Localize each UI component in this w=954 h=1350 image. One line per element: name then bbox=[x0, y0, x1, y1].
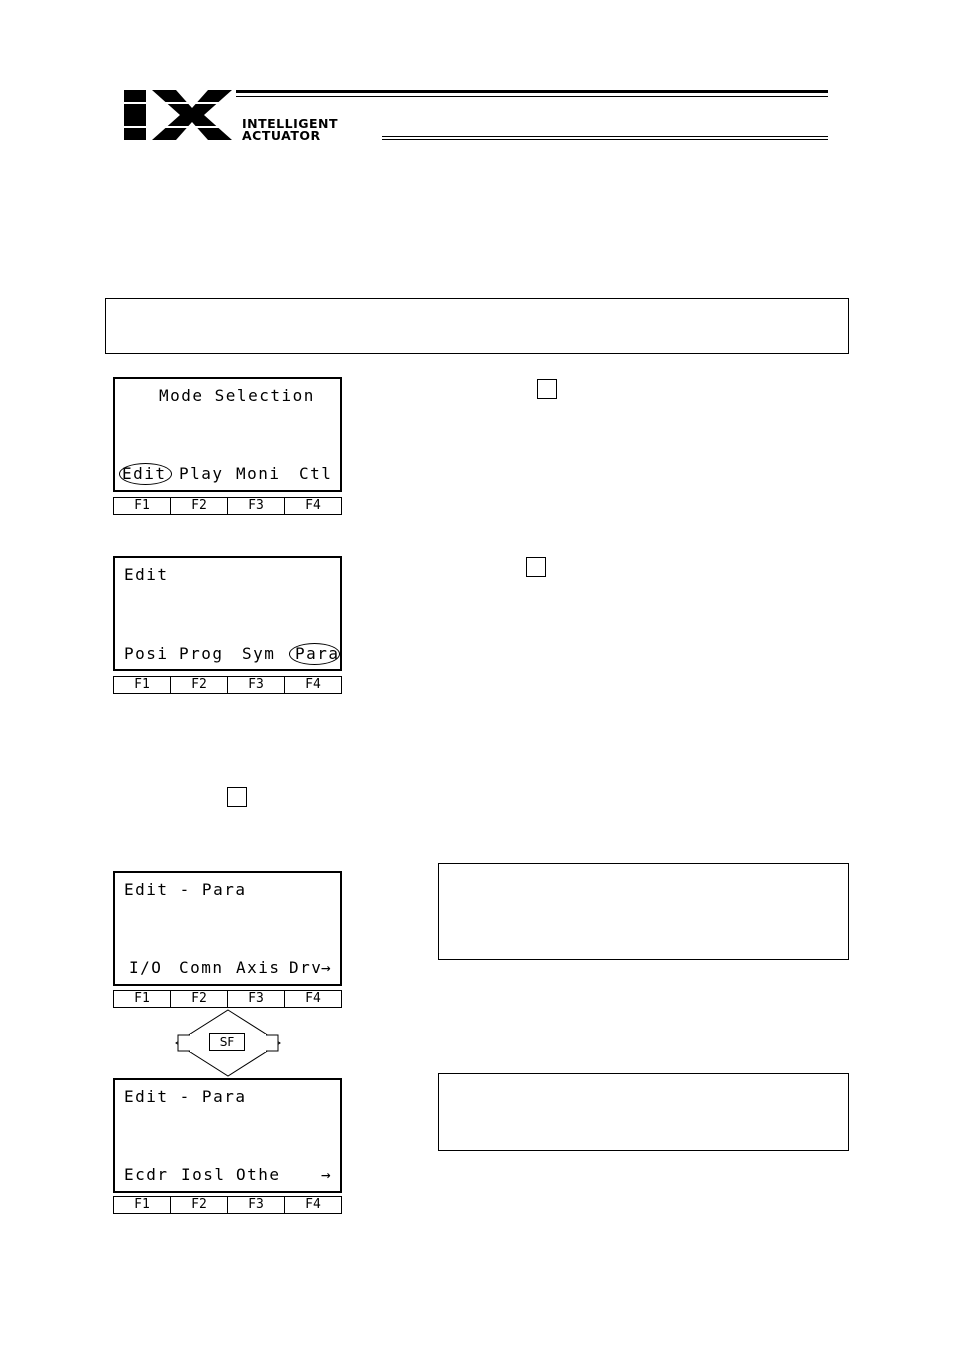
brand-actuator: ACTUATOR bbox=[242, 128, 321, 143]
lcd-title: Edit - Para bbox=[124, 1087, 247, 1106]
note-box-2 bbox=[438, 1073, 849, 1151]
f4-key[interactable]: F4 bbox=[305, 991, 321, 1006]
brand-intelligent: INTELLIGENT bbox=[242, 116, 339, 131]
menu-othe[interactable]: Othe bbox=[236, 1165, 281, 1184]
sf-key[interactable]: SF bbox=[209, 1033, 245, 1051]
lcd-title: Edit - Para bbox=[124, 880, 247, 899]
f1-key[interactable]: F1 bbox=[114, 677, 171, 693]
key-square-icon bbox=[537, 379, 557, 399]
f2-key[interactable]: F2 bbox=[171, 498, 228, 514]
arrow-right-icon[interactable]: → bbox=[321, 958, 333, 977]
menu-moni[interactable]: Moni bbox=[236, 464, 281, 483]
ix-logo-icon bbox=[122, 88, 234, 142]
note-box-1 bbox=[438, 863, 849, 960]
key-square-icon bbox=[227, 787, 247, 807]
menu-para[interactable]: Para bbox=[295, 644, 340, 663]
menu-io[interactable]: I/O bbox=[129, 958, 163, 977]
menu-ctl[interactable]: Ctl bbox=[299, 464, 333, 483]
function-keys-4 bbox=[113, 1196, 342, 1214]
header-rule-bottom-2 bbox=[382, 139, 828, 140]
lcd-title: Mode Selection bbox=[159, 386, 315, 405]
menu-iosl[interactable]: Iosl bbox=[181, 1165, 226, 1184]
lcd-screen-edit bbox=[113, 556, 342, 671]
f1-key[interactable]: F1 bbox=[114, 991, 171, 1007]
f3-key[interactable]: F3 bbox=[228, 1197, 285, 1213]
function-keys-1 bbox=[113, 497, 342, 515]
selection-circle bbox=[289, 643, 340, 665]
menu-posi[interactable]: Posi bbox=[124, 644, 169, 663]
lcd-screen-edit-para-2 bbox=[113, 1078, 342, 1193]
menu-edit[interactable]: Edit bbox=[122, 464, 167, 483]
menu-prog[interactable]: Prog bbox=[179, 644, 224, 663]
header-rule-top-thin bbox=[236, 96, 828, 97]
key-square-icon bbox=[526, 557, 546, 577]
f4-key[interactable]: F4 bbox=[305, 1197, 321, 1212]
f4-key[interactable]: F4 bbox=[305, 498, 321, 513]
selection-circle bbox=[119, 463, 172, 485]
lcd-title: Edit bbox=[124, 565, 169, 584]
f3-key[interactable]: F3 bbox=[228, 677, 285, 693]
arrow-right-icon[interactable]: → bbox=[321, 1165, 333, 1184]
f2-key[interactable]: F2 bbox=[171, 677, 228, 693]
menu-sym[interactable]: Sym bbox=[242, 644, 276, 663]
menu-drv[interactable]: Drv bbox=[289, 958, 323, 977]
menu-axis[interactable]: Axis bbox=[236, 958, 281, 977]
f3-key[interactable]: F3 bbox=[228, 498, 285, 514]
f1-key[interactable]: F1 bbox=[114, 498, 171, 514]
menu-play[interactable]: Play bbox=[179, 464, 224, 483]
lcd-screen-edit-para-1 bbox=[113, 871, 342, 986]
f4-key[interactable]: F4 bbox=[305, 677, 321, 692]
f2-key[interactable]: F2 bbox=[171, 991, 228, 1007]
f3-key[interactable]: F3 bbox=[228, 991, 285, 1007]
header-rule-bottom bbox=[382, 136, 828, 137]
function-keys-2 bbox=[113, 676, 342, 694]
f1-key[interactable]: F1 bbox=[114, 1197, 171, 1213]
header-rule-top bbox=[236, 90, 828, 93]
lcd-screen-mode-selection bbox=[113, 377, 342, 492]
menu-ecdr[interactable]: Ecdr bbox=[124, 1165, 169, 1184]
menu-comn[interactable]: Comn bbox=[179, 958, 224, 977]
f2-key[interactable]: F2 bbox=[171, 1197, 228, 1213]
heading-box bbox=[105, 298, 849, 354]
function-keys-3 bbox=[113, 990, 342, 1008]
